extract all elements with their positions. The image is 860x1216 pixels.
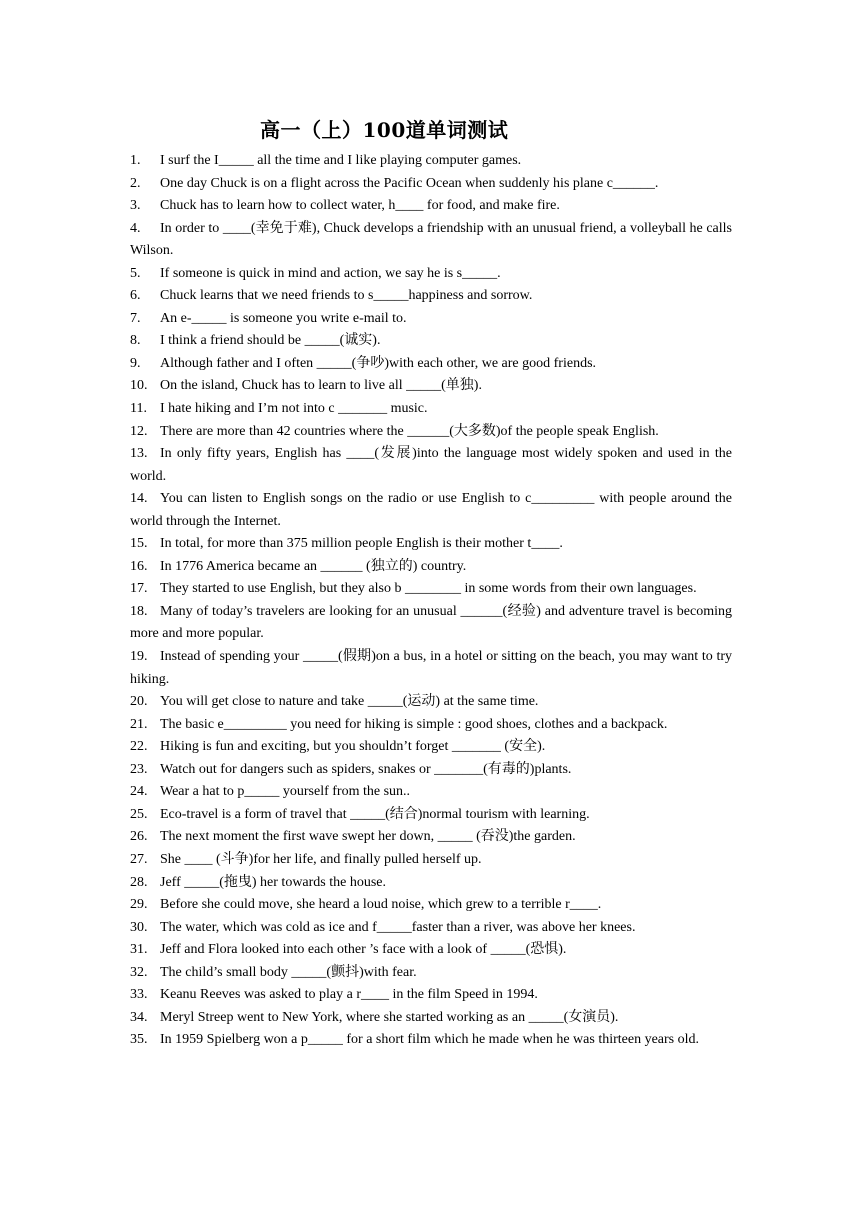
question-text: On the island, Chuck has to learn to live all _____(单独). [160,378,482,394]
question-number: 33. [130,987,148,1003]
question-number: 10. [130,378,148,394]
question-number: 18. [130,603,148,619]
question-item [130,285,732,308]
question-number: 28. [130,874,148,890]
question-number: 21. [130,716,148,732]
question-item [130,308,732,331]
question-text: Hiking is fun and exciting, but you shouldn’t forget _______ (安全). [160,739,546,755]
question-text: The water, which was cold as ice and f_____faster than a river, was above her knees. [160,919,636,935]
question-text: You can listen to English songs on the radio or use English to c_________ with people around the world through the Internet. [130,491,732,529]
question-text: Before she could move, she heard a loud noise, which grew to a terrible r____. [160,897,602,913]
question-item [130,488,732,533]
question-number: 6. [130,288,141,304]
question-item [130,646,732,691]
question-item [130,195,732,218]
question-item [130,804,732,827]
question-text: She ____ (斗争)for her life, and finally pulled herself up. [160,851,482,867]
question-number: 32. [130,964,148,980]
question-item [130,556,732,579]
question-number: 23. [130,761,148,777]
question-item [130,781,732,804]
question-number: 30. [130,919,148,935]
question-text: Watch out for dangers such as spiders, snakes or _______(有毒的)plants. [160,761,572,777]
question-text: Jeff and Flora looked into each other ’s face with a look of _____(恐惧). [160,942,567,958]
question-item [130,578,732,601]
question-number: 11. [130,401,147,417]
question-text: One day Chuck is on a flight across the Pacific Ocean when suddenly his plane c______. [160,175,659,191]
question-number: 29. [130,897,148,913]
question-item [130,353,732,376]
question-item [130,826,732,849]
question-item [130,398,732,421]
question-text: There are more than 42 countries where the ______(大多数)of the people speak English. [160,423,659,439]
question-text: The basic e_________ you need for hiking is simple : good shoes, clothes and a backpack. [160,716,668,732]
question-text: Instead of spending your _____(假期)on a bus, in a hotel or sitting on the beach, you may want to try hiking. [130,649,732,687]
question-number: 19. [130,649,148,665]
question-number: 34. [130,1009,148,1025]
question-number: 25. [130,806,148,822]
question-item [130,263,732,286]
question-number: 3. [130,198,141,214]
question-text: Wear a hat to p_____ yourself from the sun.. [160,784,411,800]
question-list [130,150,732,1052]
question-item [130,962,732,985]
question-number: 8. [130,333,141,349]
question-number: 12. [130,423,148,439]
question-number: 22. [130,739,148,755]
question-item [130,691,732,714]
question-item [130,849,732,872]
question-text: I think a friend should be _____(诚实). [160,333,381,349]
question-item [130,984,732,1007]
question-number: 35. [130,1032,148,1048]
question-item [130,759,732,782]
document-title: 高一（上）100道单词测试 [260,118,509,142]
question-text: Keanu Reeves was asked to play a r____ in the film Speed in 1994. [160,987,538,1003]
question-text: The child’s small body _____(颤抖)with fear. [160,964,417,980]
question-number: 2. [130,175,141,191]
question-number: 1. [130,153,141,168]
question-text: Meryl Streep went to New York, where she started working as an _____(女演员). [160,1009,619,1025]
question-item [130,443,732,488]
question-text: In total, for more than 375 million people English is their mother t____. [160,536,563,552]
question-item [130,150,732,173]
question-number: 15. [130,536,148,552]
question-number: 9. [130,355,141,371]
question-item [130,601,732,646]
question-item [130,917,732,940]
question-item [130,894,732,917]
question-text: In order to ____(幸免于难), Chuck develops a friendship with an unusual friend, a volleyball he calls Wilson. [130,220,732,259]
question-number: 26. [130,829,148,845]
question-text: In 1776 America became an ______ (独立的) country. [160,558,467,574]
question-item [130,533,732,556]
question-text: Although father and I often _____(争吵)with each other, we are good friends. [160,355,597,371]
question-text: Eco-travel is a form of travel that _____(结合)normal tourism with learning. [160,806,590,822]
question-text: If someone is quick in mind and action, we say he is s_____. [160,265,501,281]
question-item [130,218,732,263]
question-item [130,1007,732,1030]
question-text: Jeff _____(拖曳) her towards the house. [160,874,387,890]
question-text: The next moment the first wave swept her down, _____ (吞没)the garden. [160,829,576,845]
question-item [130,375,732,398]
question-text: In only fifty years, English has ____(发展)into the language most widely spoken and used in the world. [130,446,732,484]
question-number: 5. [130,265,141,281]
question-number: 13. [130,446,148,462]
question-number: 14. [130,491,148,507]
question-item [130,872,732,895]
question-text: I surf the I_____ all the time and I like playing computer games. [160,153,522,168]
question-text: You will get close to nature and take _____(运动) at the same time. [160,694,539,710]
question-number: 16. [130,558,148,574]
question-text: In 1959 Spielberg won a p_____ for a short film which he made when he was thirteen years old. [160,1032,699,1048]
question-text: Many of today’s travelers are looking for an unusual ______(经验) and adventure travel is becoming more and more popular. [130,603,732,642]
question-number: 7. [130,310,141,326]
question-text: I hate hiking and I’m not into c _______ music. [160,401,428,417]
question-item [130,173,732,196]
question-item [130,421,732,444]
question-number: 24. [130,784,148,800]
question-text: They started to use English, but they also b ________ in some words from their own languages. [160,581,697,597]
question-text: Chuck learns that we need friends to s_____happiness and sorrow. [160,288,533,304]
question-text: Chuck has to learn how to collect water, h____ for food, and make fire. [160,198,560,214]
question-number: 17. [130,581,148,597]
question-number: 4. [130,220,141,236]
question-text: An e-_____ is someone you write e-mail to. [160,310,407,326]
question-item [130,330,732,353]
question-item [130,939,732,962]
question-item [130,714,732,737]
question-number: 27. [130,851,148,867]
question-number: 20. [130,694,148,710]
question-number: 31. [130,942,148,958]
question-item [130,736,732,759]
question-item [130,1029,732,1052]
